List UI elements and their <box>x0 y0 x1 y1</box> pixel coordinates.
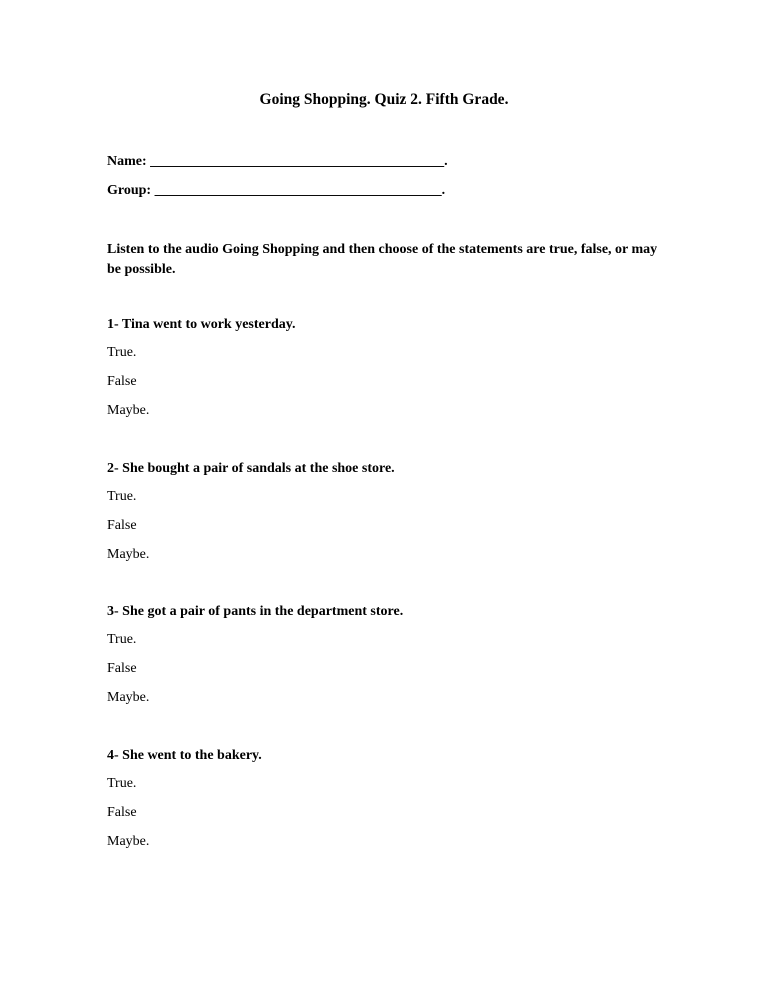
option-maybe: Maybe. <box>107 403 150 418</box>
option-false: False <box>107 661 137 676</box>
question-text: 2- She bought a pair of sandals at the shoe store. <box>107 461 395 476</box>
question-3 <box>107 603 667 718</box>
page-title: Going Shopping. Quiz 2. Fifth Grade. <box>259 91 509 108</box>
instructions: Listen to the audio Going Shopping and then choose of the statements are true, false, or may be possible. <box>107 242 658 277</box>
option-true: True. <box>107 776 137 791</box>
question-2 <box>107 460 667 575</box>
option-true: True. <box>107 489 137 504</box>
option-false: False <box>107 518 137 533</box>
option-true: True. <box>107 345 137 360</box>
group-field: Group: _________________________________________. <box>107 183 446 198</box>
question-4 <box>107 747 667 862</box>
option-maybe: Maybe. <box>107 834 150 849</box>
name-field: Name: __________________________________________. <box>107 154 448 169</box>
option-maybe: Maybe. <box>107 547 150 562</box>
question-1 <box>107 316 667 431</box>
question-text: 3- She got a pair of pants in the department store. <box>107 604 404 619</box>
option-true: True. <box>107 632 137 647</box>
option-false: False <box>107 805 137 820</box>
question-text: 1- Tina went to work yesterday. <box>107 317 296 332</box>
option-false: False <box>107 374 137 389</box>
option-maybe: Maybe. <box>107 690 150 705</box>
question-text: 4- She went to the bakery. <box>107 748 262 763</box>
